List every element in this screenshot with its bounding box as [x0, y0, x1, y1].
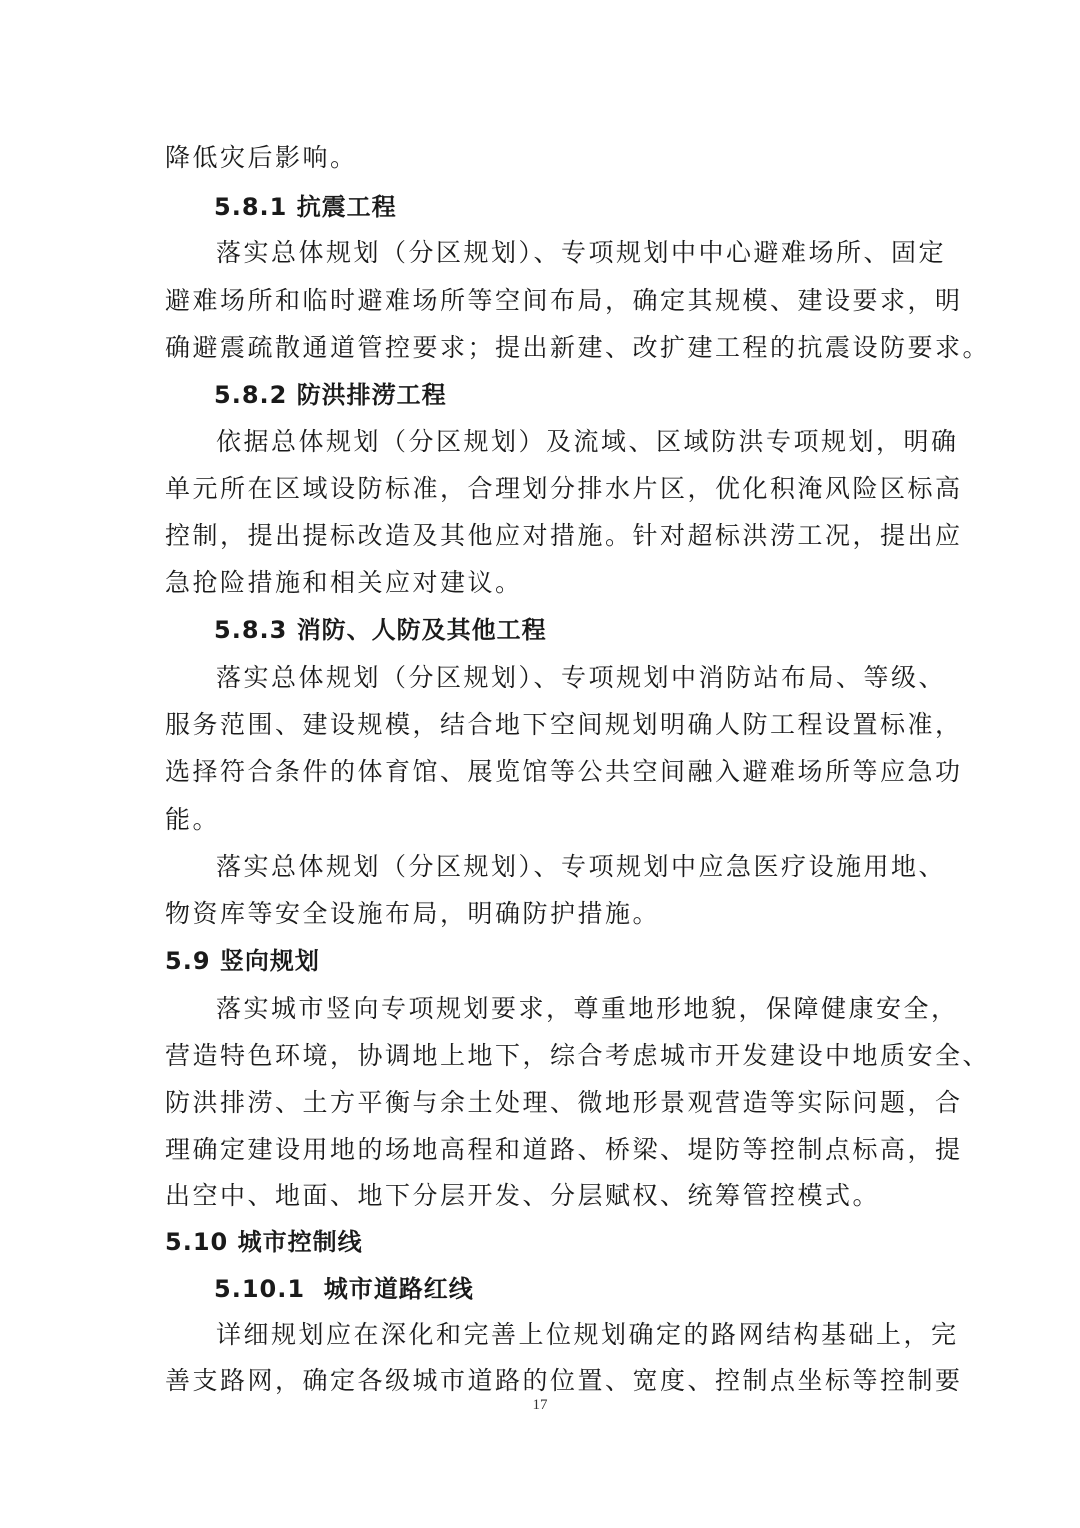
body-line: 理确定建设用地的场地高程和道路、桥梁、堤防等控制点标高，提 — [165, 1135, 963, 1164]
section-heading: 5.10.1 城市道路红线 — [214, 1275, 474, 1303]
body-line: 能。 — [165, 805, 221, 834]
body-line: 选择符合条件的体育馆、展览馆等公共空间融入避难场所等应急功 — [165, 757, 963, 786]
section-heading: 5.8.1 抗震工程 — [214, 193, 397, 221]
body-line: 控制，提出提标改造及其他应对措施。针对超标洪涝工况，提出应 — [165, 521, 963, 550]
section-heading: 5.8.3 消防、人防及其他工程 — [214, 616, 547, 644]
body-line: 详细规划应在深化和完善上位规划确定的路网结构基础上，完 — [216, 1320, 959, 1349]
body-line: 单元所在区域设防标准，合理划分排水片区，优化积淹风险区标高 — [165, 474, 963, 503]
section-heading: 5.9 竖向规划 — [165, 947, 320, 975]
body-line: 防洪排涝、土方平衡与余土处理、微地形景观营造等实际问题，合 — [165, 1088, 963, 1117]
section-heading: 5.10 城市控制线 — [165, 1228, 363, 1256]
body-line: 物资库等安全设施布局，明确防护措施。 — [165, 899, 661, 928]
body-line: 服务范围、建设规模，结合地下空间规划明确人防工程设置标准， — [165, 710, 963, 739]
body-line: 营造特色环境，协调地上地下，综合考虑城市开发建设中地质安全、 — [165, 1041, 991, 1070]
body-line: 降低灾后影响。 — [165, 143, 358, 172]
body-line: 善支路网，确定各级城市道路的位置、宽度、控制点坐标等控制要 — [165, 1366, 963, 1395]
page-number: 17 — [532, 1397, 548, 1413]
body-line: 落实总体规划（分区规划）、专项规划中应急医疗设施用地、 — [216, 852, 947, 881]
body-line: 避难场所和临时避难场所等空间布局，确定其规模、建设要求，明 — [165, 286, 963, 315]
body-line: 落实总体规划（分区规划）、专项规划中消防站布局、等级、 — [216, 663, 947, 692]
body-line: 确避震疏散通道管控要求；提出新建、改扩建工程的抗震设防要求。 — [165, 333, 991, 362]
section-heading: 5.8.2 防洪排涝工程 — [214, 381, 447, 409]
body-line: 依据总体规划（分区规划）及流域、区域防洪专项规划，明确 — [216, 427, 959, 456]
body-line: 急抢险措施和相关应对建议。 — [165, 568, 523, 597]
body-line: 落实总体规划（分区规划）、专项规划中中心避难场所、固定 — [216, 238, 947, 267]
body-line: 落实城市竖向专项规划要求，尊重地形地貌，保障健康安全， — [216, 994, 959, 1023]
body-line: 出空中、地面、地下分层开发、分层赋权、统筹管控模式。 — [165, 1181, 881, 1210]
